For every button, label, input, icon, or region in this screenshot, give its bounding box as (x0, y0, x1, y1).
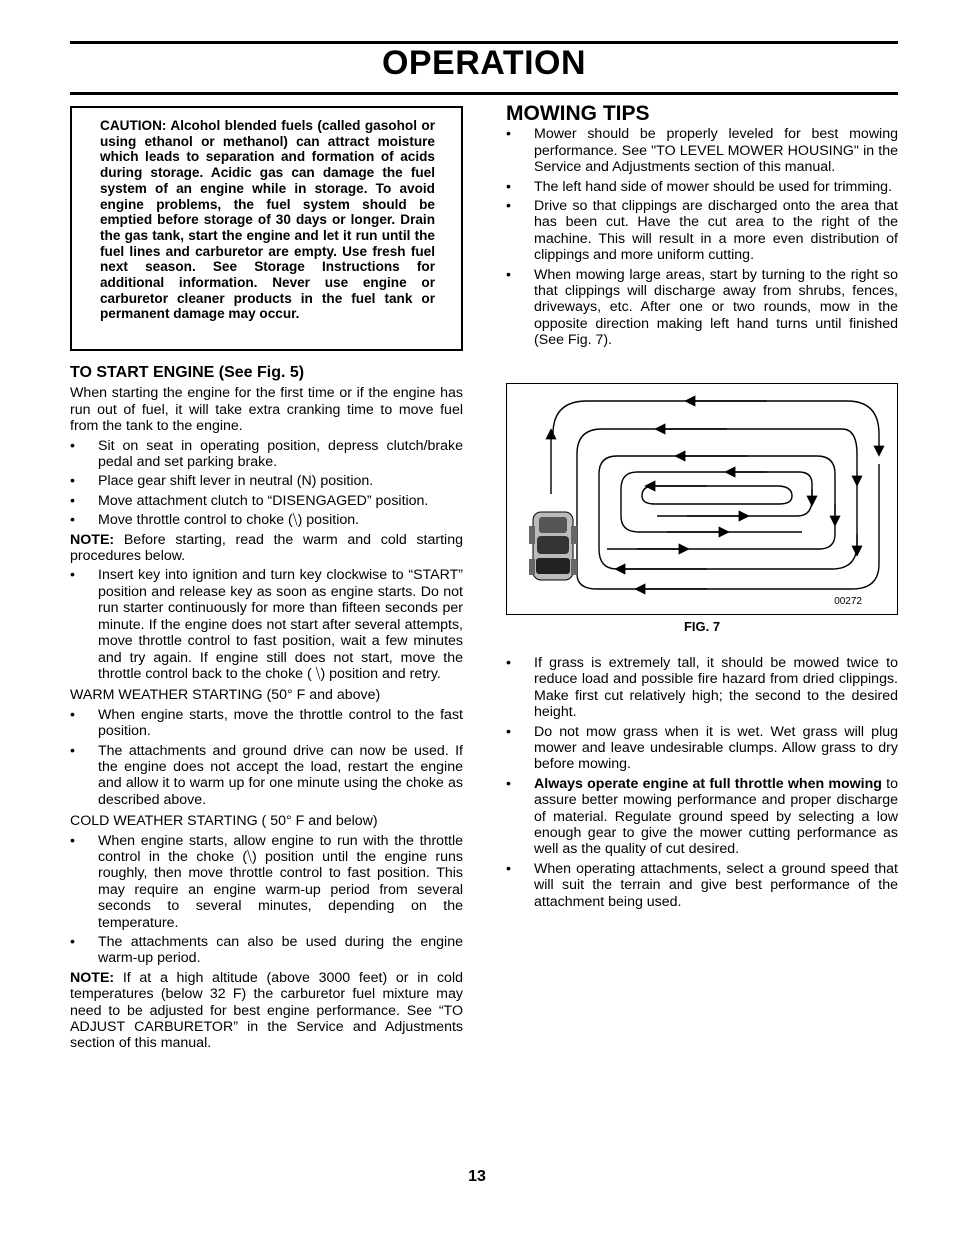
list-item: • Place gear shift lever in neutral (N) position. (70, 473, 463, 489)
note-label: NOTE: (70, 531, 115, 548)
start-steps-list (70, 438, 463, 529)
list-item: • Do not mow grass when it is wet. Wet grass will plug mower and leave undesirable clumps. Allow grass to dry before mowing. (506, 724, 898, 773)
note-high-altitude (70, 970, 463, 1052)
start-engine-heading: TO START ENGINE (See Fig. 5) (70, 364, 305, 381)
title-underline (70, 92, 898, 95)
page-number: 13 (468, 1168, 486, 1185)
list-item: • When engine starts, allow engine to run with the throttle control in the choke (⧹) position until the engine runs roughly, then move throttle control to fast position. This may require an engine warm-up period from several seconds to several minutes, depending on the temperature. (70, 833, 463, 931)
tips-list-bottom (506, 655, 898, 910)
list-item: • The left hand side of mower should be used for trimming. (506, 179, 898, 195)
cold-steps-list (70, 833, 463, 967)
warm-weather-heading: WARM WEATHER STARTING (50° F and above) (70, 687, 381, 704)
list-item: • When mowing large areas, start by turning to the right so that clippings will discharge away from shrubs, fences, driveways, etc. After one or two rounds, mow in the opposite direction making left hand turns until finished (See Fig. 7). (506, 267, 898, 349)
list-item: • Insert key into ignition and turn key clockwise to “START” position and release key as soon as engine starts. Do not run starter continuously for more than fifteen seconds per minute. If the engine does not start after several attempts, move throttle control to fast position, wait a few minutes and try again. If engine still does not start, move the throttle control back to the choke ( ⧹) position and retry. (70, 567, 463, 682)
list-item: • The attachments and ground drive can now be used. If the engine does not accept the load, restart the engine and allow it to warm up for one minute using the choke as described above. (70, 743, 463, 809)
tips-list-top (506, 126, 898, 348)
list-item: • Move throttle control to choke (⧹) position. (70, 512, 463, 528)
note-before-starting (70, 532, 463, 565)
list-item: • If grass is extremely tall, it should be mowed twice to reduce load and possible fire hazard from dried clippings. Make first cut relatively high; the second to the desired height. (506, 655, 898, 721)
warm-steps-list (70, 707, 463, 808)
start-engine-section (70, 365, 463, 1055)
mowing-tips-continued (506, 655, 898, 913)
cold-weather-heading: COLD WEATHER STARTING ( 50° F and below) (70, 813, 378, 830)
list-item: • Move attachment clutch to “DISENGAGED” position. (70, 493, 463, 509)
list-item: • Drive so that clippings are discharged onto the area that has been cut. Have the cut area to the right of the machine. This will result in a more even distribution of clippings and more uniform cutting. (506, 198, 898, 264)
list-item: • The attachments can also be used during the engine warm-up period. (70, 934, 463, 967)
throttle-tip-bold: Always operate engine at full throttle when mowing (534, 775, 882, 792)
key-steps-list (70, 567, 463, 682)
note-label: NOTE: (70, 969, 115, 986)
figure-caption: FIG. 7 (683, 619, 721, 634)
note-text: If at a high altitude (above 3000 feet) or in cold temperatures (below 32 F) the carburetor fuel mixture may need to be adjusted for best engine performance. See “TO ADJUST CARBURETOR” in the Service and Adjustments section of this manual. (70, 969, 463, 1052)
mowing-pattern-diagram (507, 384, 897, 614)
throttle-tip-text: to assure better mowing performance and proper discharge of material. Regulate ground speed by selecting a low enough gear to give the mower cutting performance as well as the quality of cut desired. (534, 775, 898, 858)
start-engine-intro: When starting the engine for the first time or if the engine has run out of fuel, it will take extra cranking time to move fuel from the tank to the engine. (70, 385, 463, 435)
note-text: Before starting, read the warm and cold starting procedures below. (70, 531, 463, 565)
caution-text: CAUTION: Alcohol blended fuels (called gasohol or using ethanol or methanol) can attract moisture which leads to separation and formation of acids during storage. Acidic gas can damage the fuel system of an engine while in storage. To avoid engine problems, the fuel system should be emptied before storage of 30 days or longer. Drain the gas tank, start the engine and let it run until the fuel lines and carburetor are empty. Use fresh fuel next season. See Storage Instructions for additional information. Never use engine or carburetor cleaner products in the fuel tank or permanent damage may occur. (100, 118, 435, 322)
figure-code: 00272 (834, 596, 862, 607)
list-item: • When operating attachments, select a ground speed that will suit the terrain and give best performance of the attachment being used. (506, 861, 898, 910)
mowing-pattern-figure (506, 383, 898, 615)
mowing-tips-section (506, 102, 898, 352)
tractor-icon (529, 512, 577, 580)
caution-box (70, 106, 463, 351)
list-item (506, 776, 898, 858)
list-item: • Sit on seat in operating position, depress clutch/brake pedal and set parking brake. (70, 438, 463, 471)
mowing-tips-heading: MOWING TIPS (506, 102, 650, 125)
list-item: • When engine starts, move the throttle control to the fast position. (70, 707, 463, 740)
list-item: • Mower should be properly leveled for best mowing performance. See "TO LEVEL MOWER HOUSING" in the Service and Adjustments section of this manual. (506, 126, 898, 175)
page-title: OPERATION (381, 44, 587, 82)
